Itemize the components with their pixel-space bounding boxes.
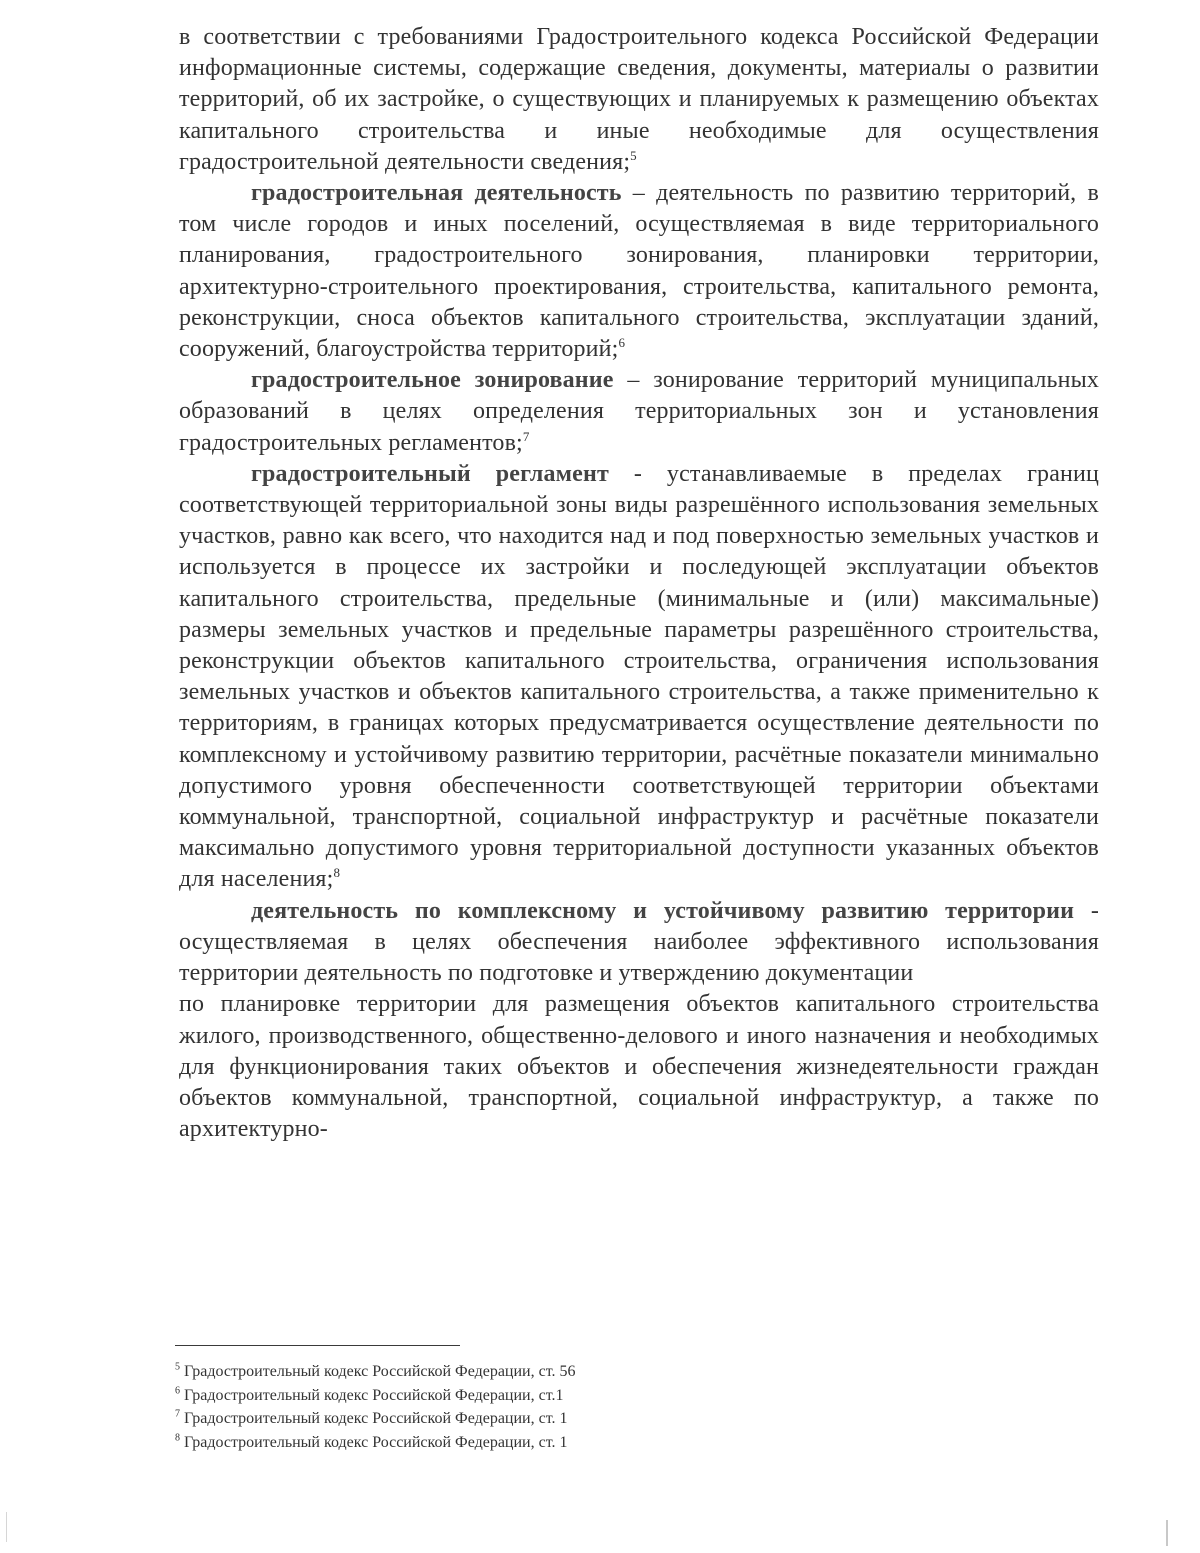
intro-paragraph bbox=[179, 22, 1099, 178]
footnote bbox=[175, 1431, 875, 1455]
scan-artifact bbox=[6, 1512, 7, 1542]
footnote-number: 6 bbox=[175, 1385, 180, 1397]
footnote-ref: 6 bbox=[618, 335, 626, 351]
definition-term: деятельность по комплексному и устойчивому развитию территории bbox=[251, 897, 1075, 924]
footnote-number: 7 bbox=[175, 1408, 180, 1420]
footnote-text: Градостроительный кодекс Российской Федерации, ст. 56 bbox=[180, 1363, 576, 1380]
footnote-divider bbox=[175, 1345, 460, 1346]
footnotes bbox=[175, 1360, 875, 1454]
footnote-text: Градостроительный кодекс Российской Федерации, ст. 1 bbox=[180, 1433, 568, 1451]
footnote bbox=[175, 1384, 875, 1408]
footnote-number: 5 bbox=[175, 1361, 180, 1373]
document-body bbox=[179, 22, 1099, 1145]
continuation-paragraph: по планировке территории для размещения объектов капитального строительства жилого, производственного, общественно-делового и иного назначения и необходимых для функционирования таких объектов и обеспечения жизнедеятельности граждан объектов коммунальной, транспортной, социальной инфраструктур, а также по архитектурно- bbox=[179, 991, 1099, 1143]
footnote-ref: 7 bbox=[522, 428, 530, 444]
footnote bbox=[175, 1407, 875, 1431]
definition-term: градостроительный регламент bbox=[251, 460, 609, 487]
definition-term: градостроительное зонирование bbox=[251, 367, 614, 394]
definition-paragraph bbox=[179, 365, 1099, 459]
footnote-number: 8 bbox=[175, 1432, 180, 1444]
definition-text: – зонирование территорий муниципальных образований в целях определения территориальных зон и установления градостроительных регламентов; bbox=[179, 367, 1099, 456]
scan-artifact bbox=[1166, 1520, 1168, 1546]
definition-text: – деятельность по развитию территорий, в том числе городов и иных поселений, осуществляемая в виде территориального планирования, градостроительного зонирования, планировки территории, архитектурно-строительного проектирования, строительства, капитального ремонта, реконструкции, сноса объектов капитального строительства, эксплуатации зданий, сооружений, благоустройства территорий; bbox=[179, 180, 1099, 363]
definition-text: - осуществляемая в целях обеспечения наиболее эффективного использования территории деятельность по подготовке и утверждению документации bbox=[179, 897, 1100, 987]
definition-term: градостроительная деятельность bbox=[251, 180, 622, 207]
footnote-ref: 5 bbox=[630, 147, 637, 163]
definition-paragraph bbox=[179, 459, 1099, 896]
footnote-text: Градостроительный кодекс Российской Федерации, ст.1 bbox=[180, 1386, 564, 1404]
definition-paragraph bbox=[179, 896, 1099, 990]
intro-text: в соответствии с требованиями Градостроительного кодекса Российской Федерации информационные системы, содержащие сведения, документы, материалы о развитии территорий, об их застройке, о существующих и планируемых к размещению объектах капитального строительства и иные необходимые для осуществления градостроительной деятельности сведения; bbox=[179, 24, 1099, 175]
footnote-ref: 8 bbox=[333, 865, 341, 881]
footnote-text: Градостроительный кодекс Российской Федерации, ст. 1 bbox=[180, 1410, 568, 1427]
definition-paragraph bbox=[179, 178, 1099, 365]
definition-text: - устанавливаемые в пределах границ соответствующей территориальной зоны виды разрешённого использования земельных участков, равно как всего, что находится над и под поверхностью земельных участков и используется в процессе их застройки и последующей эксплуатации объектов капитального строительства, предельные (минимальные и (или) максимальные) размеры земельных участков и предельные параметры разрешённого строительства, реконструкции объектов капитального строительства, ограничения использования земельных участков и объектов капитального строительства, а также применительно к территориям, в границах которых предусматривается осуществление деятельности по комплексному и устойчивому развитию территории, расчётные показатели минимально допустимого уровня обеспеченности соответствующей территории объектами коммунальной, транспортной, социальной инфраструктур и расчётные показатели максимально допустимого уровня территориальной доступности указанных объектов для населения; bbox=[179, 460, 1099, 893]
footnote bbox=[175, 1360, 875, 1384]
